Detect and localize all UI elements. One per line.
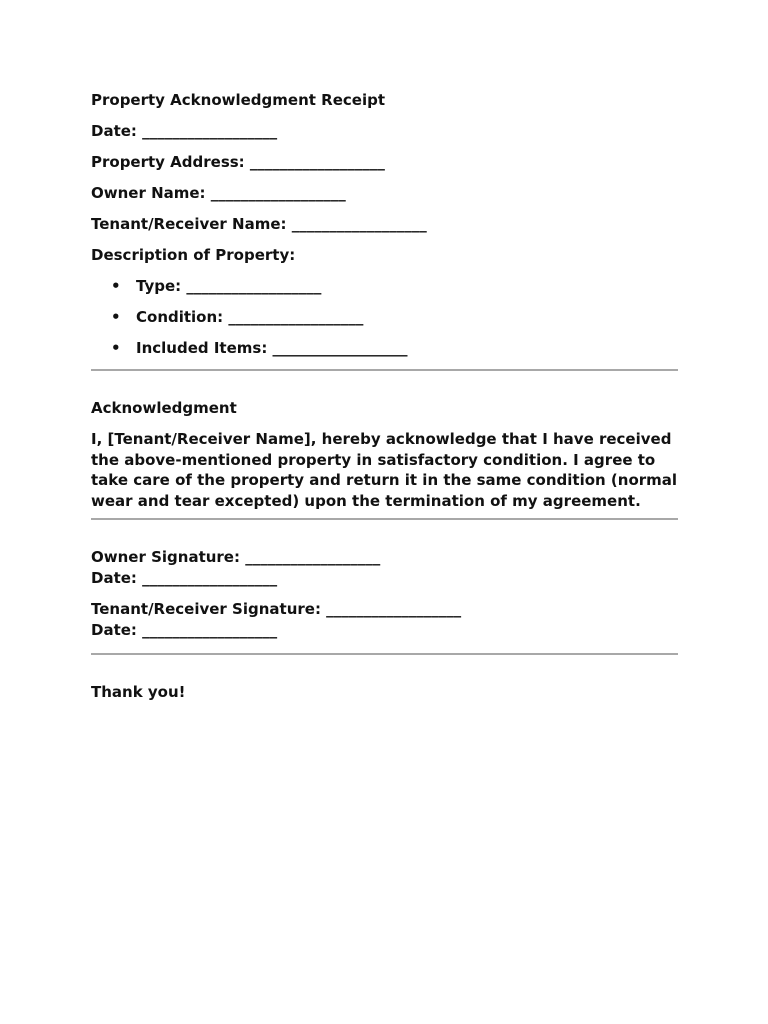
description-list xyxy=(91,276,678,359)
closing-text: Thank you! xyxy=(91,683,186,702)
owner-signature-field: Owner Signature: __________________ xyxy=(91,548,381,567)
tenant-signature-field: Tenant/Receiver Signature: __________________ xyxy=(91,600,462,619)
owner-date-field: Date: __________________ xyxy=(91,569,278,588)
divider xyxy=(91,518,678,520)
owner-name-field: Owner Name: __________________ xyxy=(91,184,346,202)
acknowledgment-heading: Acknowledgment xyxy=(91,399,237,417)
receipt-document xyxy=(91,90,678,703)
acknowledgment-body: I, [Tenant/Receiver Name], hereby acknowledge that I have received the above-mentioned property in satisfactory condition. I agree to take care of the property and return it in the same condition (normal wear and tear excepted) upon the termination of my agreement. xyxy=(91,430,678,510)
tenant-receiver-name-field: Tenant/Receiver Name: __________________ xyxy=(91,215,427,233)
property-address-field: Property Address: __________________ xyxy=(91,153,385,171)
document-title: Property Acknowledgment Receipt xyxy=(91,91,385,109)
list-item-included-items: • Included Items: __________________ xyxy=(91,338,678,359)
list-item-type: • Type: __________________ xyxy=(91,276,678,297)
description-heading: Description of Property: xyxy=(91,246,296,264)
date-field: Date: __________________ xyxy=(91,122,278,140)
tenant-date-field: Date: __________________ xyxy=(91,621,278,640)
divider xyxy=(91,369,678,371)
list-item-condition: • Condition: __________________ xyxy=(91,307,678,328)
divider xyxy=(91,653,678,655)
